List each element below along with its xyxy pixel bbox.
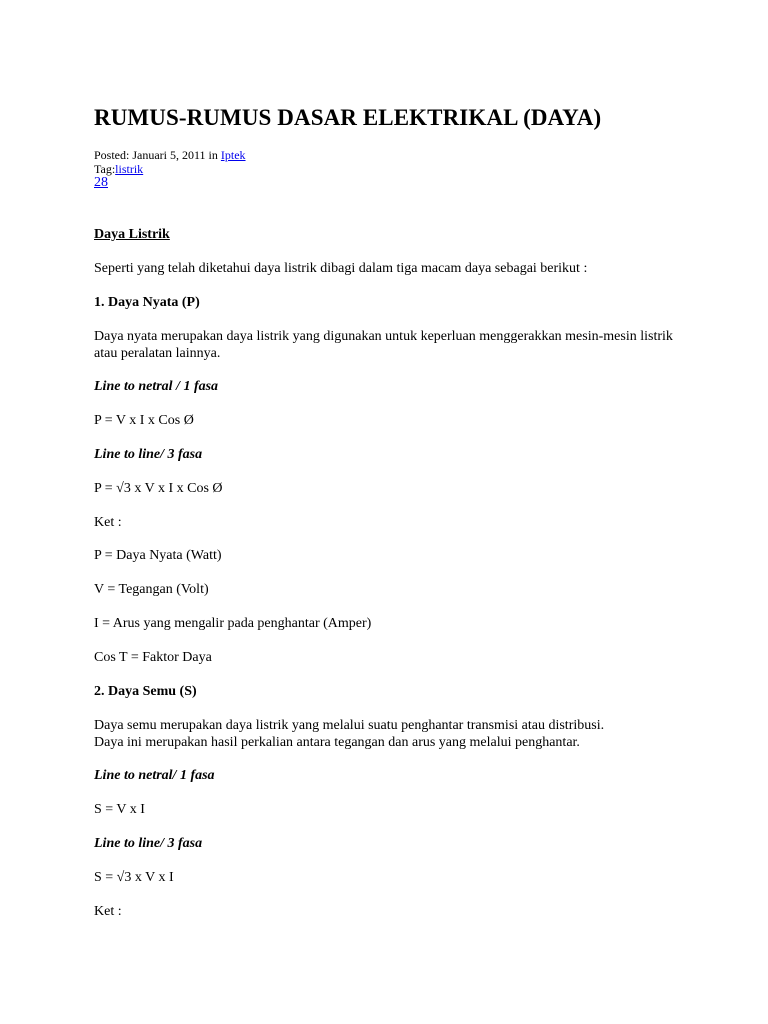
s1-formula-line: P = √3 x V x I x Cos Ø (94, 481, 223, 496)
s1-subheading-netral: Line to netral / 1 fasa (94, 379, 219, 394)
s2-formula-line: S = √3 x V x I (94, 870, 174, 885)
s1-ket-label: Ket : (94, 515, 122, 530)
s1-formula-netral: P = V x I x Cos Ø (94, 413, 194, 428)
category-link[interactable]: Iptek (220, 148, 246, 162)
s2-subheading-netral: Line to netral/ 1 fasa (94, 768, 215, 783)
tag-prefix: Tag: (94, 162, 116, 176)
heading-daya-listrik: Daya Listrik (94, 227, 170, 242)
posted-date-text: Posted: Januari 5, 2011 in (94, 148, 221, 162)
section2-description-line2: Daya ini merupakan hasil perkalian antara tegangan dan arus yang melalui penghantar. (94, 735, 580, 750)
s1-ket-i: I = Arus yang mengalir pada penghantar (Amper) (94, 616, 372, 631)
section1-heading: 1. Daya Nyata (P) (94, 295, 200, 310)
intro-paragraph: Seperti yang telah diketahui daya listrik dibagi dalam tiga macam daya sebagai berikut : (94, 261, 588, 276)
section2-heading: 2. Daya Semu (S) (94, 684, 197, 699)
section2-description-line1: Daya semu merupakan daya listrik yang melalui suatu penghantar transmisi atau distribusi. (94, 718, 605, 733)
tag-link[interactable]: listrik (115, 162, 144, 176)
s1-ket-v: V = Tegangan (Volt) (94, 582, 209, 597)
post-title: RUMUS-RUMUS DASAR ELEKTRIKAL (DAYA) (94, 105, 602, 130)
s1-ket-cos: Cos T = Faktor Daya (94, 650, 212, 665)
s2-subheading-line: Line to line/ 3 fasa (94, 836, 203, 851)
s1-ket-p: P = Daya Nyata (Watt) (94, 548, 222, 563)
post-meta-tags (94, 162, 143, 176)
s2-ket-label: Ket : (94, 904, 122, 919)
s1-subheading-line: Line to line/ 3 fasa (94, 447, 203, 462)
s2-formula-netral: S = V x I (94, 802, 145, 817)
comment-count-link[interactable]: 28 (94, 175, 108, 190)
section1-description: Daya nyata merupakan daya listrik yang digunakan untuk keperluan menggerakkan mesin-mesin listrik atau peralatan lainnya. (94, 329, 673, 361)
post-meta-posted (94, 148, 246, 162)
